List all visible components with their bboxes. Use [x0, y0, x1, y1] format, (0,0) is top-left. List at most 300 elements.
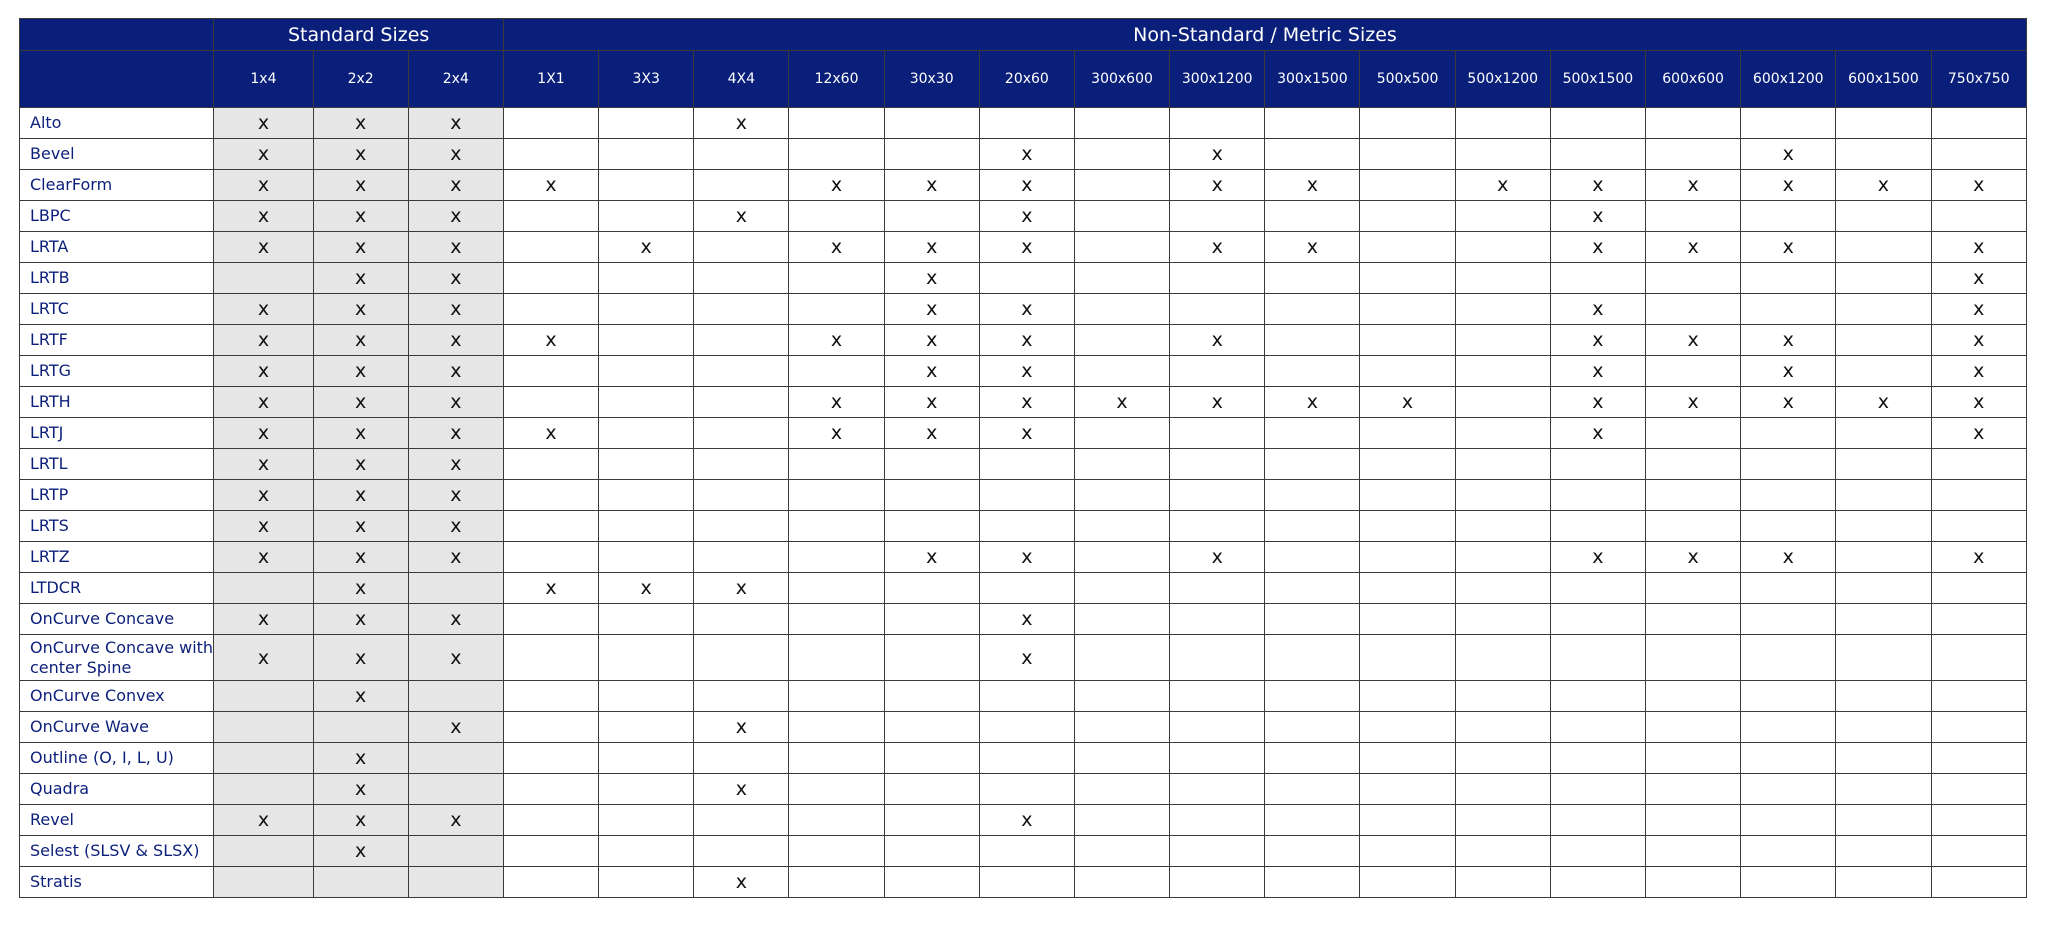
availability-mark-cell: x	[313, 774, 408, 805]
availability-mark-cell: x	[214, 511, 313, 542]
empty-cell	[884, 681, 979, 712]
empty-cell	[884, 480, 979, 511]
empty-cell	[503, 712, 598, 743]
availability-mark-cell: x	[1265, 387, 1360, 418]
availability-mark-cell: x	[214, 542, 313, 573]
availability-mark-cell: x	[1170, 139, 1265, 170]
empty-cell	[1360, 743, 1455, 774]
empty-cell	[979, 836, 1074, 867]
empty-cell	[1455, 867, 1550, 898]
empty-cell	[789, 635, 884, 681]
row-product-name: LRTF	[20, 325, 214, 356]
empty-cell	[1931, 108, 2027, 139]
empty-cell	[789, 867, 884, 898]
availability-mark-cell: x	[1170, 325, 1265, 356]
empty-cell	[1360, 418, 1455, 449]
empty-cell	[884, 712, 979, 743]
empty-cell	[1170, 805, 1265, 836]
empty-cell	[408, 867, 503, 898]
empty-cell	[1645, 449, 1740, 480]
empty-cell	[1265, 480, 1360, 511]
empty-cell	[1741, 108, 1836, 139]
availability-mark-cell: x	[979, 232, 1074, 263]
availability-mark-cell: x	[408, 418, 503, 449]
empty-cell	[1074, 712, 1169, 743]
availability-mark-cell: x	[789, 325, 884, 356]
empty-cell	[979, 774, 1074, 805]
empty-cell	[1931, 774, 2027, 805]
availability-mark-cell: x	[1550, 170, 1645, 201]
empty-cell	[503, 263, 598, 294]
empty-cell	[1455, 325, 1550, 356]
availability-mark-cell: x	[313, 139, 408, 170]
empty-cell	[884, 836, 979, 867]
empty-cell	[1741, 805, 1836, 836]
empty-cell	[1455, 139, 1550, 170]
availability-mark-cell: x	[1931, 170, 2027, 201]
empty-cell	[979, 712, 1074, 743]
empty-cell	[1931, 712, 2027, 743]
availability-mark-cell: x	[408, 170, 503, 201]
availability-mark-cell: x	[694, 774, 789, 805]
availability-mark-cell: x	[884, 387, 979, 418]
availability-mark-cell: x	[884, 232, 979, 263]
availability-mark-cell: x	[1170, 542, 1265, 573]
empty-cell	[599, 836, 694, 867]
availability-mark-cell: x	[313, 836, 408, 867]
availability-mark-cell: x	[1931, 542, 2027, 573]
empty-cell	[789, 480, 884, 511]
empty-cell	[214, 712, 313, 743]
empty-cell	[1074, 356, 1169, 387]
availability-mark-cell: x	[1265, 232, 1360, 263]
empty-cell	[694, 263, 789, 294]
empty-cell	[1265, 604, 1360, 635]
availability-mark-cell: x	[408, 139, 503, 170]
row-product-name: Stratis	[20, 867, 214, 898]
size-header-cell: 3X3	[599, 51, 694, 108]
availability-mark-cell: x	[408, 604, 503, 635]
empty-cell	[1645, 263, 1740, 294]
row-product-name: ClearForm	[20, 170, 214, 201]
empty-cell	[1836, 325, 1931, 356]
empty-cell	[503, 201, 598, 232]
availability-mark-cell: x	[313, 573, 408, 604]
empty-cell	[1360, 170, 1455, 201]
availability-mark-cell: x	[1931, 294, 2027, 325]
availability-mark-cell: x	[789, 418, 884, 449]
empty-cell	[214, 573, 313, 604]
availability-mark-cell: x	[313, 170, 408, 201]
size-header-cell: 600x1200	[1741, 51, 1836, 108]
empty-cell	[1360, 449, 1455, 480]
availability-mark-cell: x	[979, 294, 1074, 325]
empty-cell	[1741, 263, 1836, 294]
empty-cell	[1645, 201, 1740, 232]
availability-mark-cell: x	[1550, 294, 1645, 325]
empty-cell	[1074, 325, 1169, 356]
empty-cell	[214, 263, 313, 294]
availability-mark-cell: x	[408, 356, 503, 387]
availability-mark-cell: x	[313, 681, 408, 712]
empty-cell	[503, 449, 598, 480]
empty-cell	[1836, 418, 1931, 449]
empty-cell	[214, 681, 313, 712]
empty-cell	[979, 867, 1074, 898]
empty-cell	[1741, 681, 1836, 712]
availability-mark-cell: x	[1550, 387, 1645, 418]
empty-cell	[1836, 836, 1931, 867]
empty-cell	[1550, 743, 1645, 774]
availability-mark-cell: x	[1741, 139, 1836, 170]
empty-cell	[1360, 635, 1455, 681]
availability-mark-cell: x	[214, 325, 313, 356]
empty-cell	[884, 604, 979, 635]
availability-mark-cell: x	[979, 542, 1074, 573]
empty-cell	[1360, 836, 1455, 867]
empty-cell	[1741, 635, 1836, 681]
size-header-cell: 500x500	[1360, 51, 1455, 108]
availability-mark-cell: x	[313, 743, 408, 774]
empty-cell	[1455, 449, 1550, 480]
empty-cell	[1836, 232, 1931, 263]
empty-cell	[789, 836, 884, 867]
empty-cell	[1074, 139, 1169, 170]
empty-cell	[884, 573, 979, 604]
availability-mark-cell: x	[313, 387, 408, 418]
empty-cell	[1455, 201, 1550, 232]
availability-mark-cell: x	[408, 387, 503, 418]
table-row	[20, 604, 2027, 635]
size-header-cell: 12x60	[789, 51, 884, 108]
empty-cell	[979, 480, 1074, 511]
empty-cell	[1455, 232, 1550, 263]
empty-cell	[694, 480, 789, 511]
empty-cell	[979, 263, 1074, 294]
size-availability-table	[19, 18, 2027, 898]
row-product-name: LRTP	[20, 480, 214, 511]
empty-cell	[1741, 201, 1836, 232]
empty-cell	[1170, 573, 1265, 604]
size-header-cell: 600x1500	[1836, 51, 1931, 108]
availability-mark-cell: x	[1931, 232, 2027, 263]
table-row	[20, 573, 2027, 604]
empty-cell	[1836, 681, 1931, 712]
empty-cell	[1265, 805, 1360, 836]
table-row	[20, 356, 2027, 387]
empty-cell	[1265, 511, 1360, 542]
empty-cell	[1455, 635, 1550, 681]
empty-cell	[1836, 108, 1931, 139]
empty-cell	[1170, 263, 1265, 294]
empty-cell	[789, 743, 884, 774]
empty-cell	[1836, 201, 1931, 232]
empty-cell	[1265, 325, 1360, 356]
empty-cell	[694, 805, 789, 836]
empty-cell	[1455, 387, 1550, 418]
empty-cell	[1455, 511, 1550, 542]
empty-cell	[1360, 805, 1455, 836]
availability-mark-cell: x	[214, 604, 313, 635]
empty-cell	[1074, 542, 1169, 573]
availability-mark-cell: x	[214, 418, 313, 449]
empty-cell	[503, 774, 598, 805]
empty-cell	[1645, 635, 1740, 681]
table-row	[20, 449, 2027, 480]
availability-mark-cell: x	[1741, 325, 1836, 356]
availability-mark-cell: x	[694, 712, 789, 743]
empty-cell	[1931, 743, 2027, 774]
empty-cell	[1074, 108, 1169, 139]
table-row	[20, 232, 2027, 263]
corner-header-cell	[20, 51, 214, 108]
empty-cell	[1265, 867, 1360, 898]
empty-cell	[503, 139, 598, 170]
row-product-name: LRTZ	[20, 542, 214, 573]
empty-cell	[1170, 294, 1265, 325]
availability-mark-cell: x	[884, 418, 979, 449]
availability-mark-cell: x	[1074, 387, 1169, 418]
availability-mark-cell: x	[789, 232, 884, 263]
empty-cell	[1550, 836, 1645, 867]
empty-cell	[1265, 418, 1360, 449]
empty-cell	[789, 681, 884, 712]
empty-cell	[1360, 294, 1455, 325]
availability-mark-cell: x	[1645, 542, 1740, 573]
empty-cell	[503, 356, 598, 387]
empty-cell	[694, 356, 789, 387]
empty-cell	[789, 805, 884, 836]
empty-cell	[1741, 449, 1836, 480]
empty-cell	[599, 108, 694, 139]
table-row	[20, 712, 2027, 743]
empty-cell	[1360, 201, 1455, 232]
empty-cell	[1360, 232, 1455, 263]
availability-mark-cell: x	[1455, 170, 1550, 201]
empty-cell	[1550, 108, 1645, 139]
empty-cell	[599, 356, 694, 387]
empty-cell	[1550, 449, 1645, 480]
availability-mark-cell: x	[408, 805, 503, 836]
empty-cell	[789, 263, 884, 294]
availability-mark-cell: x	[1836, 387, 1931, 418]
size-header-cell: 30x30	[884, 51, 979, 108]
size-header-cell: 4X4	[694, 51, 789, 108]
row-product-name: LRTC	[20, 294, 214, 325]
empty-cell	[1455, 681, 1550, 712]
availability-mark-cell: x	[408, 449, 503, 480]
empty-cell	[694, 604, 789, 635]
availability-mark-cell: x	[1550, 201, 1645, 232]
empty-cell	[1360, 867, 1455, 898]
empty-cell	[1074, 604, 1169, 635]
availability-mark-cell: x	[214, 480, 313, 511]
size-header-cell: 20x60	[979, 51, 1074, 108]
empty-cell	[408, 743, 503, 774]
availability-mark-cell: x	[503, 170, 598, 201]
availability-mark-cell: x	[1550, 232, 1645, 263]
availability-mark-cell: x	[694, 573, 789, 604]
empty-cell	[979, 681, 1074, 712]
availability-mark-cell: x	[214, 232, 313, 263]
empty-cell	[694, 743, 789, 774]
size-header-cell: 300x1200	[1170, 51, 1265, 108]
empty-cell	[884, 201, 979, 232]
empty-cell	[1836, 743, 1931, 774]
empty-cell	[1455, 774, 1550, 805]
availability-mark-cell: x	[313, 542, 408, 573]
empty-cell	[1360, 712, 1455, 743]
empty-cell	[789, 573, 884, 604]
availability-mark-cell: x	[214, 201, 313, 232]
empty-cell	[1645, 139, 1740, 170]
empty-cell	[1265, 449, 1360, 480]
empty-cell	[503, 805, 598, 836]
empty-cell	[1360, 480, 1455, 511]
availability-mark-cell: x	[1931, 263, 2027, 294]
empty-cell	[789, 511, 884, 542]
empty-cell	[1455, 480, 1550, 511]
availability-mark-cell: x	[1741, 387, 1836, 418]
availability-mark-cell: x	[408, 712, 503, 743]
empty-cell	[1741, 418, 1836, 449]
empty-cell	[1360, 139, 1455, 170]
empty-cell	[1836, 774, 1931, 805]
row-product-name: OnCurve Convex	[20, 681, 214, 712]
empty-cell	[1836, 867, 1931, 898]
availability-mark-cell: x	[408, 108, 503, 139]
availability-mark-cell: x	[884, 170, 979, 201]
empty-cell	[599, 805, 694, 836]
empty-cell	[1455, 743, 1550, 774]
empty-cell	[1074, 232, 1169, 263]
availability-mark-cell: x	[599, 573, 694, 604]
empty-cell	[408, 774, 503, 805]
empty-cell	[1741, 743, 1836, 774]
table-row	[20, 263, 2027, 294]
empty-cell	[1265, 356, 1360, 387]
availability-mark-cell: x	[979, 635, 1074, 681]
availability-mark-cell: x	[1931, 387, 2027, 418]
empty-cell	[599, 294, 694, 325]
empty-cell	[694, 232, 789, 263]
empty-cell	[789, 356, 884, 387]
empty-cell	[1074, 774, 1169, 805]
table-row	[20, 170, 2027, 201]
empty-cell	[214, 774, 313, 805]
empty-cell	[979, 108, 1074, 139]
availability-mark-cell: x	[313, 449, 408, 480]
row-product-name: LRTJ	[20, 418, 214, 449]
empty-cell	[884, 805, 979, 836]
availability-mark-cell: x	[1645, 232, 1740, 263]
empty-cell	[1931, 805, 2027, 836]
empty-cell	[1170, 449, 1265, 480]
empty-cell	[694, 836, 789, 867]
availability-mark-cell: x	[1645, 170, 1740, 201]
table-row	[20, 139, 2027, 170]
availability-mark-cell: x	[1550, 356, 1645, 387]
empty-cell	[1360, 511, 1455, 542]
empty-cell	[884, 449, 979, 480]
empty-cell	[1074, 294, 1169, 325]
empty-cell	[214, 836, 313, 867]
empty-cell	[1074, 480, 1169, 511]
empty-cell	[1645, 836, 1740, 867]
availability-mark-cell: x	[884, 294, 979, 325]
availability-mark-cell: x	[884, 263, 979, 294]
empty-cell	[1265, 201, 1360, 232]
empty-cell	[599, 325, 694, 356]
empty-cell	[214, 743, 313, 774]
row-product-name: LRTH	[20, 387, 214, 418]
empty-cell	[503, 867, 598, 898]
empty-cell	[408, 836, 503, 867]
availability-mark-cell: x	[694, 201, 789, 232]
empty-cell	[1074, 635, 1169, 681]
availability-mark-cell: x	[884, 542, 979, 573]
empty-cell	[1074, 743, 1169, 774]
table-row	[20, 681, 2027, 712]
corner-header-cell	[20, 19, 214, 51]
empty-cell	[599, 635, 694, 681]
empty-cell	[1170, 836, 1265, 867]
availability-mark-cell: x	[1550, 325, 1645, 356]
empty-cell	[1645, 294, 1740, 325]
empty-cell	[1741, 774, 1836, 805]
empty-cell	[1836, 263, 1931, 294]
empty-cell	[1455, 712, 1550, 743]
empty-cell	[979, 511, 1074, 542]
empty-cell	[1265, 712, 1360, 743]
size-header-cell: 600x600	[1645, 51, 1740, 108]
empty-cell	[694, 294, 789, 325]
empty-cell	[884, 108, 979, 139]
availability-mark-cell: x	[979, 170, 1074, 201]
empty-cell	[1550, 480, 1645, 511]
empty-cell	[1074, 681, 1169, 712]
availability-mark-cell: x	[979, 805, 1074, 836]
table-row	[20, 480, 2027, 511]
table-row	[20, 743, 2027, 774]
empty-cell	[1550, 635, 1645, 681]
availability-mark-cell: x	[694, 867, 789, 898]
empty-cell	[1931, 635, 2027, 681]
empty-cell	[1360, 263, 1455, 294]
availability-mark-cell: x	[214, 449, 313, 480]
empty-cell	[1455, 604, 1550, 635]
empty-cell	[694, 139, 789, 170]
availability-mark-cell: x	[313, 108, 408, 139]
empty-cell	[1550, 511, 1645, 542]
empty-cell	[599, 604, 694, 635]
row-product-name: Quadra	[20, 774, 214, 805]
empty-cell	[599, 263, 694, 294]
empty-cell	[1836, 356, 1931, 387]
table-row	[20, 635, 2027, 681]
size-header-cell: 1x4	[214, 51, 313, 108]
availability-mark-cell: x	[214, 805, 313, 836]
empty-cell	[1265, 263, 1360, 294]
empty-cell	[1170, 356, 1265, 387]
availability-mark-cell: x	[789, 170, 884, 201]
empty-cell	[884, 774, 979, 805]
availability-mark-cell: x	[1170, 170, 1265, 201]
availability-mark-cell: x	[313, 356, 408, 387]
empty-cell	[1550, 805, 1645, 836]
empty-cell	[1265, 139, 1360, 170]
empty-cell	[1074, 449, 1169, 480]
